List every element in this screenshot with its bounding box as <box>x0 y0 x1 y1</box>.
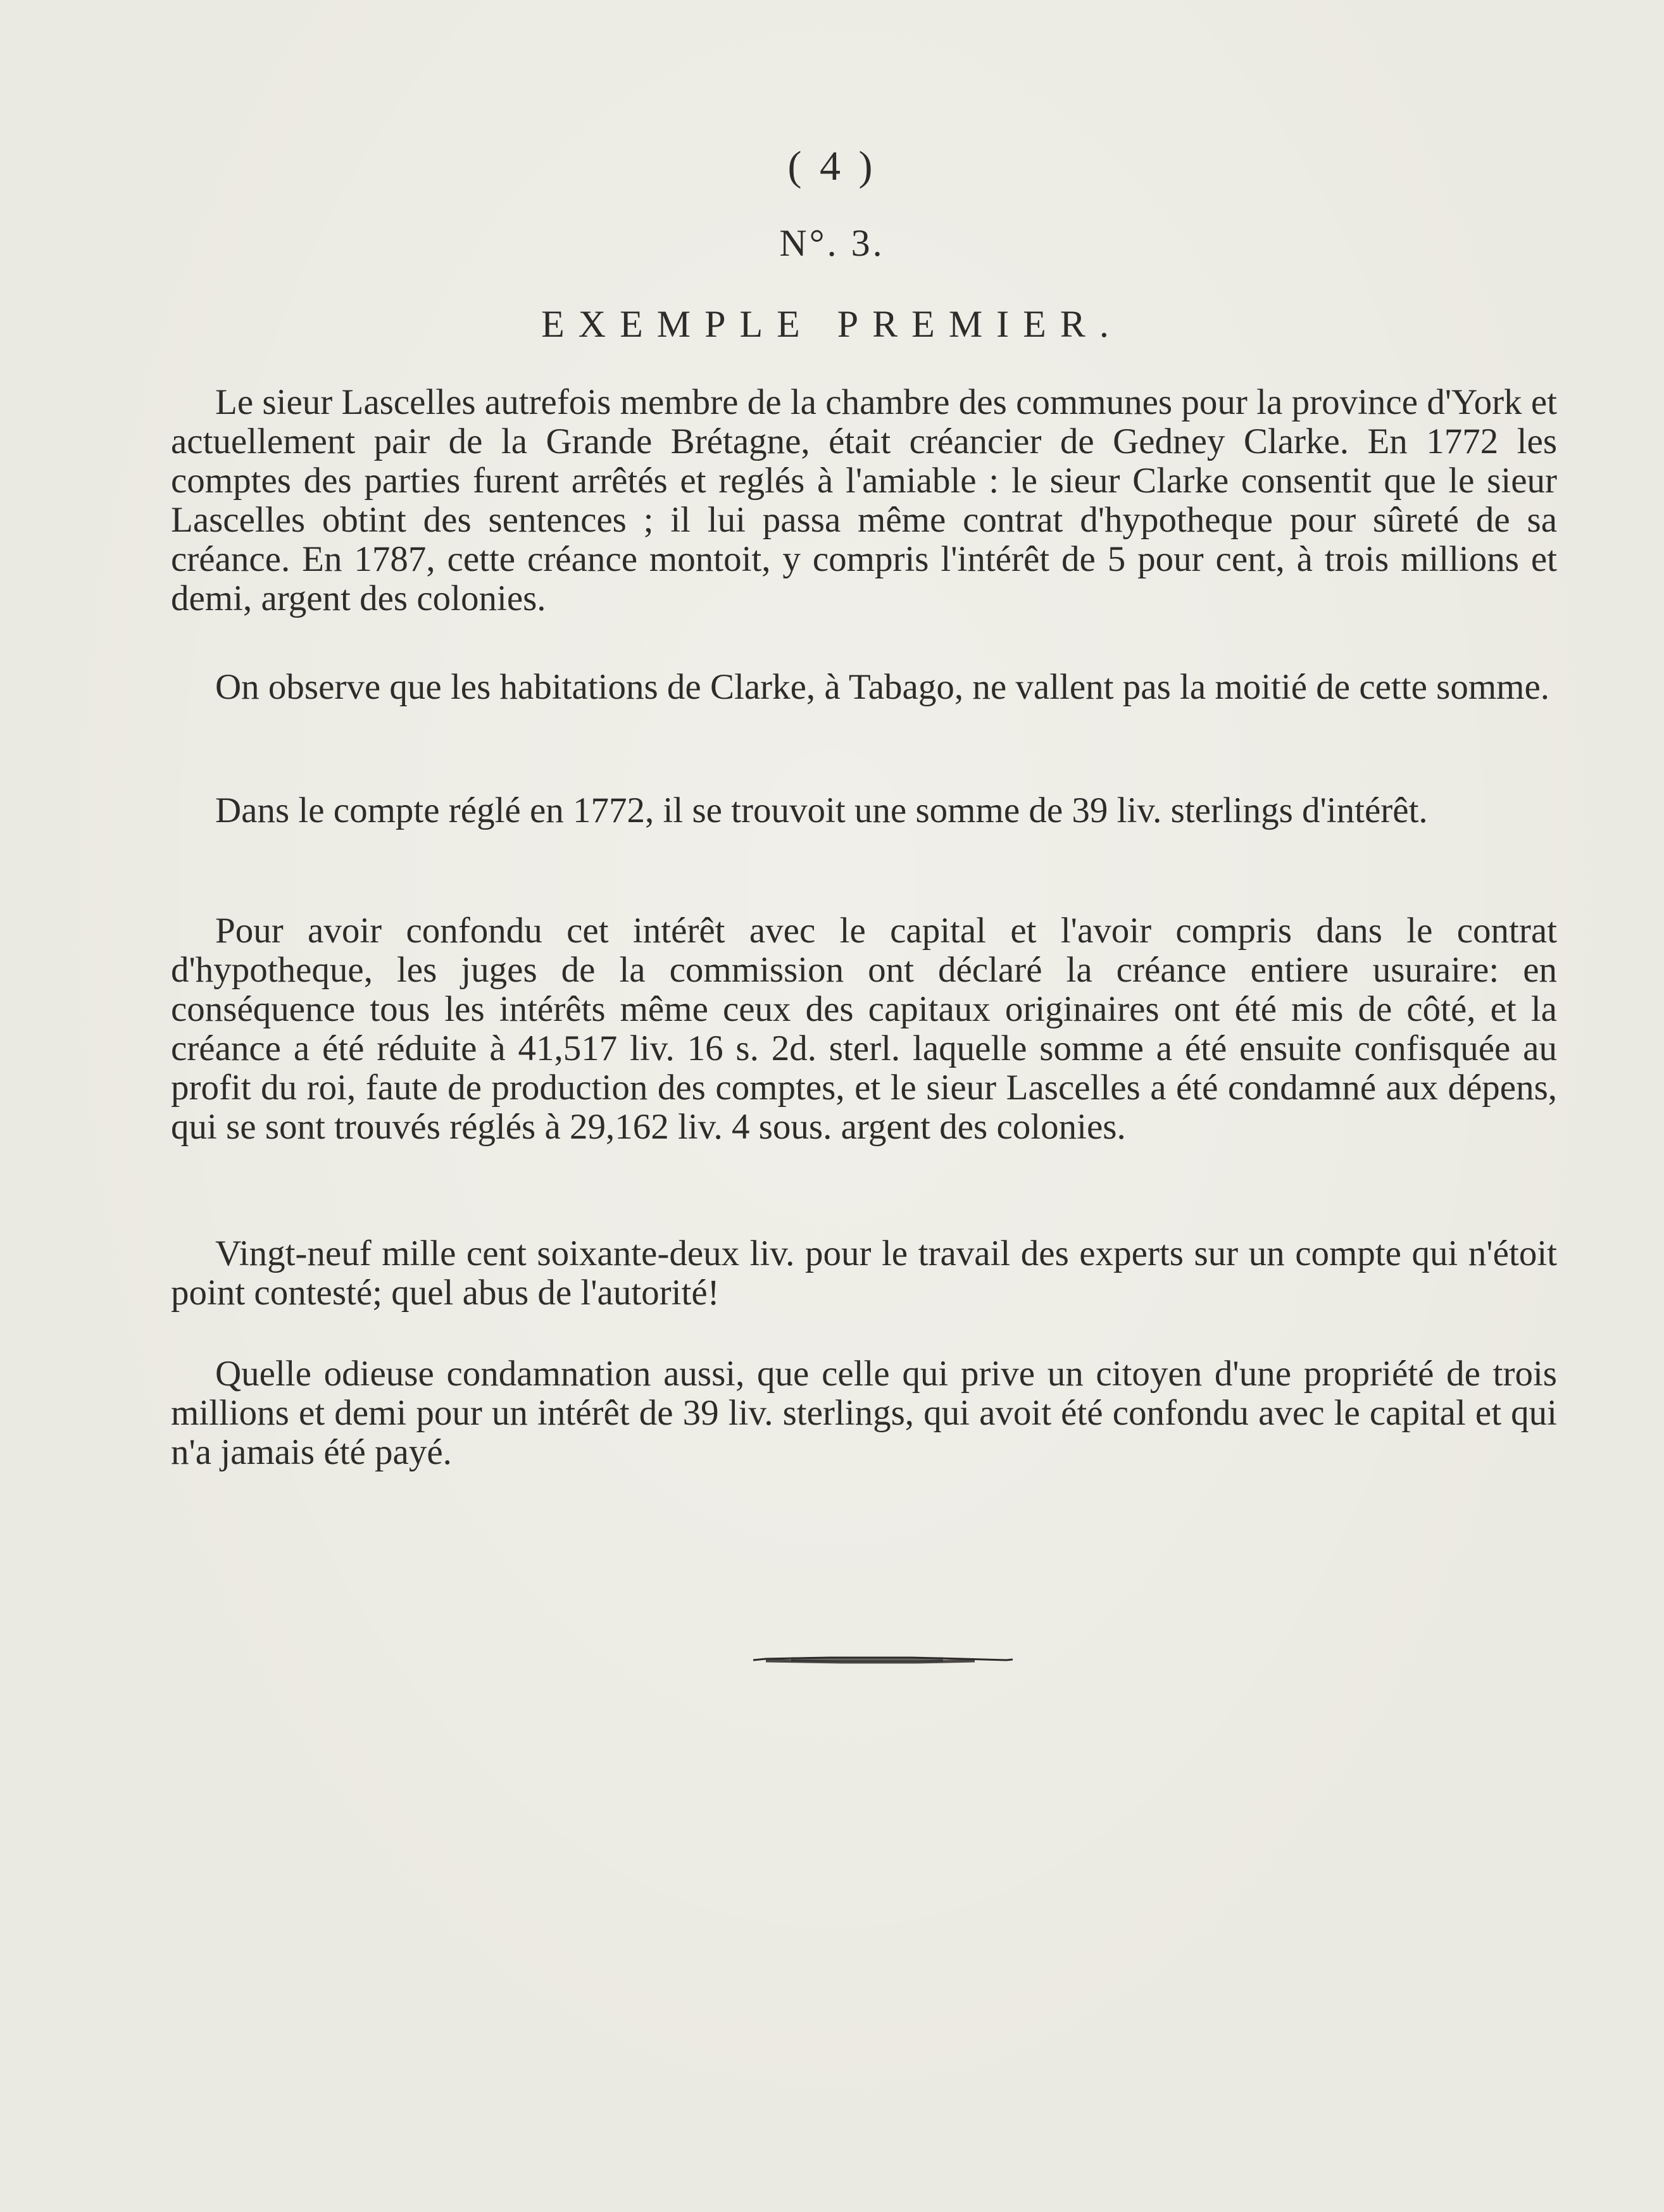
paragraph-text: On observe que les habitations de Clarke, à Tabago, ne vallent pas la moitié de cette somme. <box>215 667 1550 707</box>
paragraph-text: Le sieur Lascelles autrefois membre de la chambre des communes pour la province d'York et actuellement pair de la Grande Brétagne, était créancier de Gedney Clarke. En 1772 les comptes des parties furent arrêtés et reglés à l'amiable : le sieur Clarke consentit que le sieur Lascelles obtint des sentences ; il lui passa même contrat d'hypotheque pour sûreté de sa créance. En 1787, cette créance montoit, y compris l'intérêt de 5 pour cent, à trois millions et demi, argent des colonies. <box>171 382 1557 618</box>
paragraph-commission <box>171 911 1557 1147</box>
paragraph-compte-1772 <box>171 791 1557 830</box>
end-rule-ornament <box>753 1656 1013 1665</box>
paragraph-experts <box>171 1234 1557 1313</box>
paragraph-text: Dans le compte réglé en 1772, il se trouvoit une somme de 39 liv. sterlings d'intérêt. <box>215 790 1428 830</box>
paragraph-text: Vingt-neuf mille cent soixante-deux liv. pour le travail des experts sur un compte qui n'étoit point contesté; quel abus de l'autorité! <box>171 1234 1557 1313</box>
paragraph-condamnation <box>171 1354 1557 1472</box>
section-title: EXEMPLE PREMIER. <box>541 303 1123 345</box>
paragraph-tabago <box>171 668 1557 707</box>
document-number: N°. 3. <box>779 222 885 264</box>
paragraph-text: Pour avoir confondu cet intérêt avec le capital et l'avoir compris dans le contrat d'hypotheque, les juges de la commission ont déclaré la créance entiere usuraire: en conséquence tous les intérêts même ceux des capitaux originaires ont été mis de côté, et la créance a été réduite à 41,517 liv. 16 s. 2d. sterl. laquelle somme a été ensuite confisquée au profit du roi, faute de production des comptes, et le sieur Lascelles a été condamné aux dépens, qui se sont trouvés réglés à 29,162 liv. 4 sous. argent des colonies. <box>171 911 1557 1147</box>
page-number: ( 4 ) <box>787 143 877 189</box>
paragraph-lascelles <box>171 383 1557 618</box>
paragraph-text: Quelle odieuse condamnation aussi, que celle qui prive un citoyen d'une propriété de trois millions et demi pour un intérêt de 39 liv. sterlings, qui avoit été confondu avec le capital et qui n'a jamais été payé. <box>171 1354 1557 1472</box>
